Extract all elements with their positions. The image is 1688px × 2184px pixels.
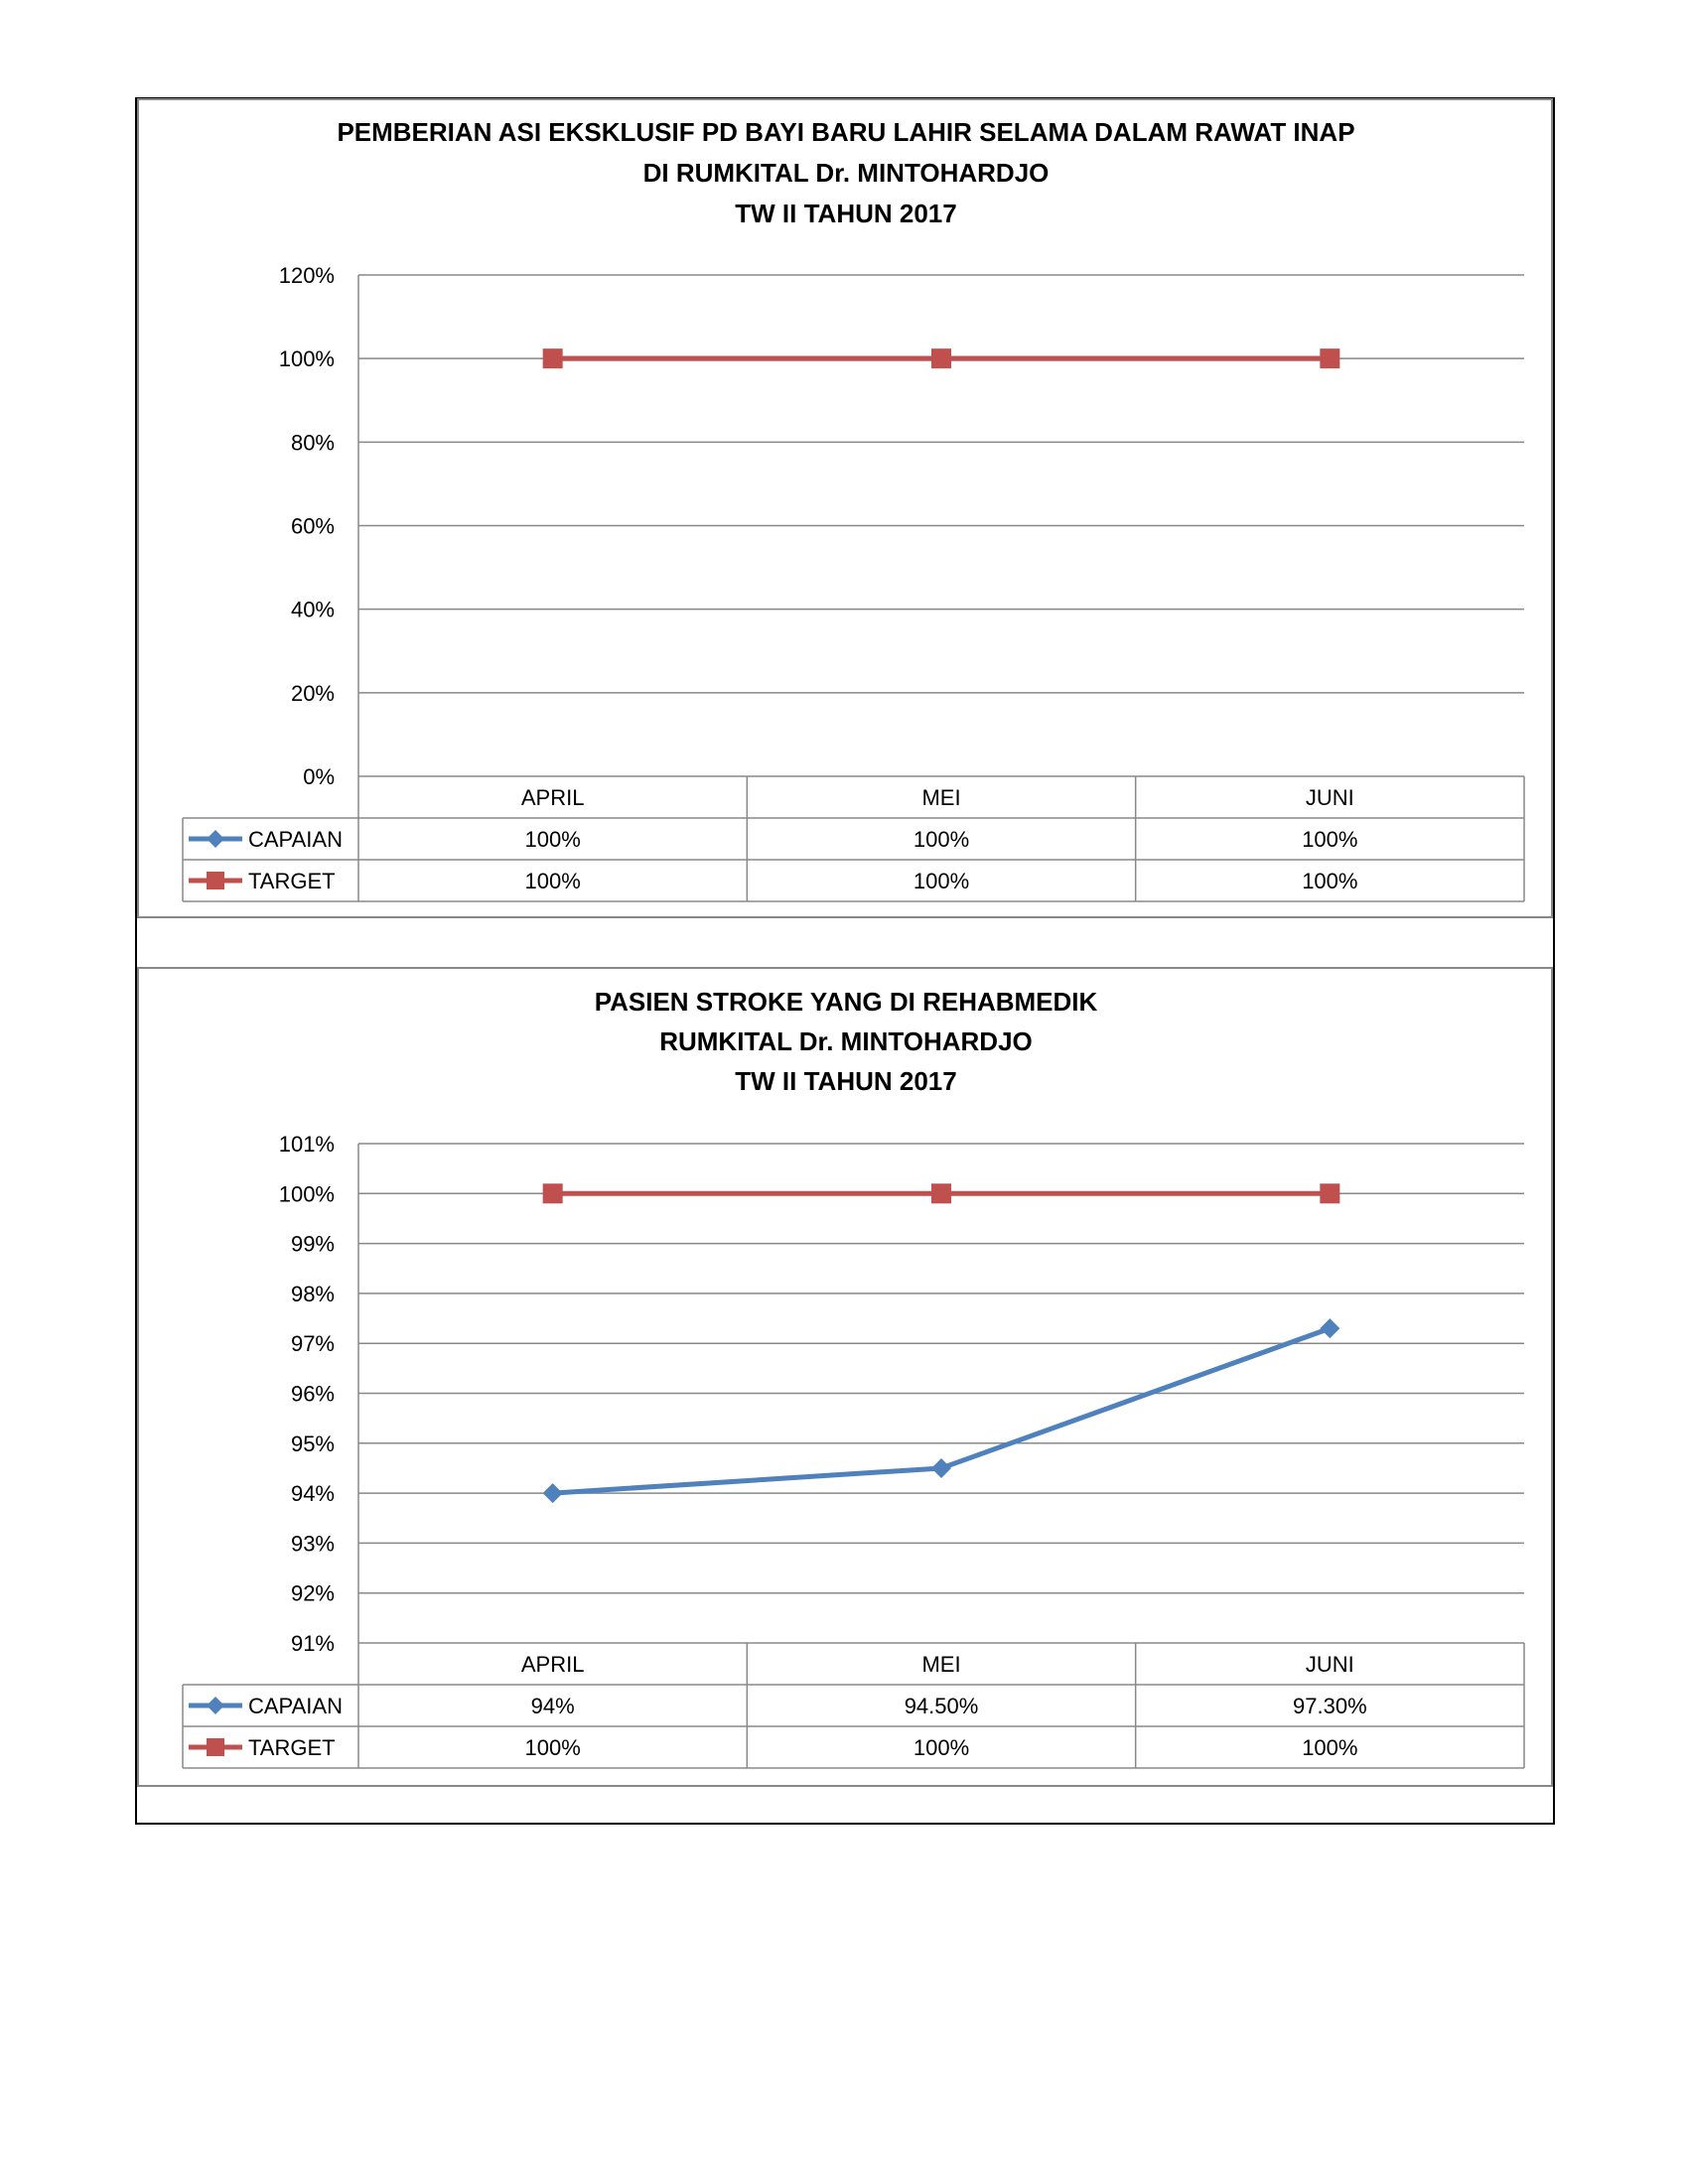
legend-series-name: CAPAIAN (248, 827, 343, 852)
x-category-label: MEI (921, 785, 961, 810)
legend-series-name: CAPAIAN (248, 1694, 343, 1718)
data-point (543, 1483, 563, 1503)
y-tick-label: 97% (290, 1331, 335, 1357)
y-tick-label: 92% (290, 1580, 335, 1606)
data-value-label: 100% (913, 869, 970, 893)
y-tick-label: 20% (290, 680, 335, 706)
data-value-label: 97.30% (1293, 1694, 1367, 1718)
x-category-label: JUNI (1305, 785, 1354, 810)
data-value-label: 100% (913, 1735, 970, 1760)
data-value-label: 94% (530, 1694, 575, 1718)
legend-series-name: TARGET (248, 869, 336, 893)
data-point (931, 1458, 951, 1478)
data-value-label: 100% (1302, 827, 1358, 852)
chart-title-line: PEMBERIAN ASI EKSKLUSIF PD BAYI BARU LAHIR SELAMA DALAM RAWAT INAP (337, 117, 1355, 147)
chart-title-line: RUMKITAL Dr. MINTOHARDJO (659, 1026, 1033, 1056)
legend-series-name: TARGET (248, 1735, 336, 1760)
legend-key-marker (207, 1738, 224, 1756)
y-tick-label: 120% (278, 263, 335, 288)
data-value-label: 94.50% (904, 1694, 979, 1718)
y-tick-label: 100% (278, 346, 335, 372)
y-tick-label: 96% (290, 1381, 335, 1407)
x-category-label: JUNI (1305, 1652, 1354, 1677)
y-tick-label: 80% (290, 430, 335, 456)
x-category-label: APRIL (520, 785, 585, 810)
chart-title-line: TW II TAHUN 2017 (735, 1066, 957, 1096)
x-category-label: MEI (921, 1652, 961, 1677)
y-tick-label: 40% (290, 597, 335, 622)
y-tick-label: 94% (290, 1481, 335, 1507)
data-value-label: 100% (524, 827, 581, 852)
legend-key-marker (207, 1697, 224, 1714)
data-point (543, 1183, 563, 1203)
y-tick-label: 100% (278, 1181, 335, 1207)
data-point (1320, 1183, 1339, 1203)
x-category-label: APRIL (520, 1652, 585, 1677)
y-tick-label: 98% (290, 1281, 335, 1306)
y-tick-label: 95% (290, 1431, 335, 1456)
data-point (931, 1183, 951, 1203)
y-tick-label: 99% (290, 1231, 335, 1257)
y-tick-label: 93% (290, 1531, 335, 1557)
y-tick-label: 101% (278, 1132, 335, 1157)
data-value-label: 100% (524, 1735, 581, 1760)
chart-title-line: TW II TAHUN 2017 (735, 199, 957, 228)
y-tick-label: 60% (290, 513, 335, 539)
data-value-label: 100% (524, 869, 581, 893)
data-value-label: 100% (1302, 869, 1358, 893)
data-value-label: 100% (913, 827, 970, 852)
y-tick-label: 0% (303, 764, 335, 789)
chart-title-line: DI RUMKITAL Dr. MINTOHARDJO (642, 158, 1050, 188)
data-point (1320, 1318, 1339, 1338)
data-value-label: 100% (1302, 1735, 1358, 1760)
y-tick-label: 91% (290, 1631, 335, 1656)
chart-title-line: PASIEN STROKE YANG DI REHABMEDIK (594, 987, 1098, 1017)
